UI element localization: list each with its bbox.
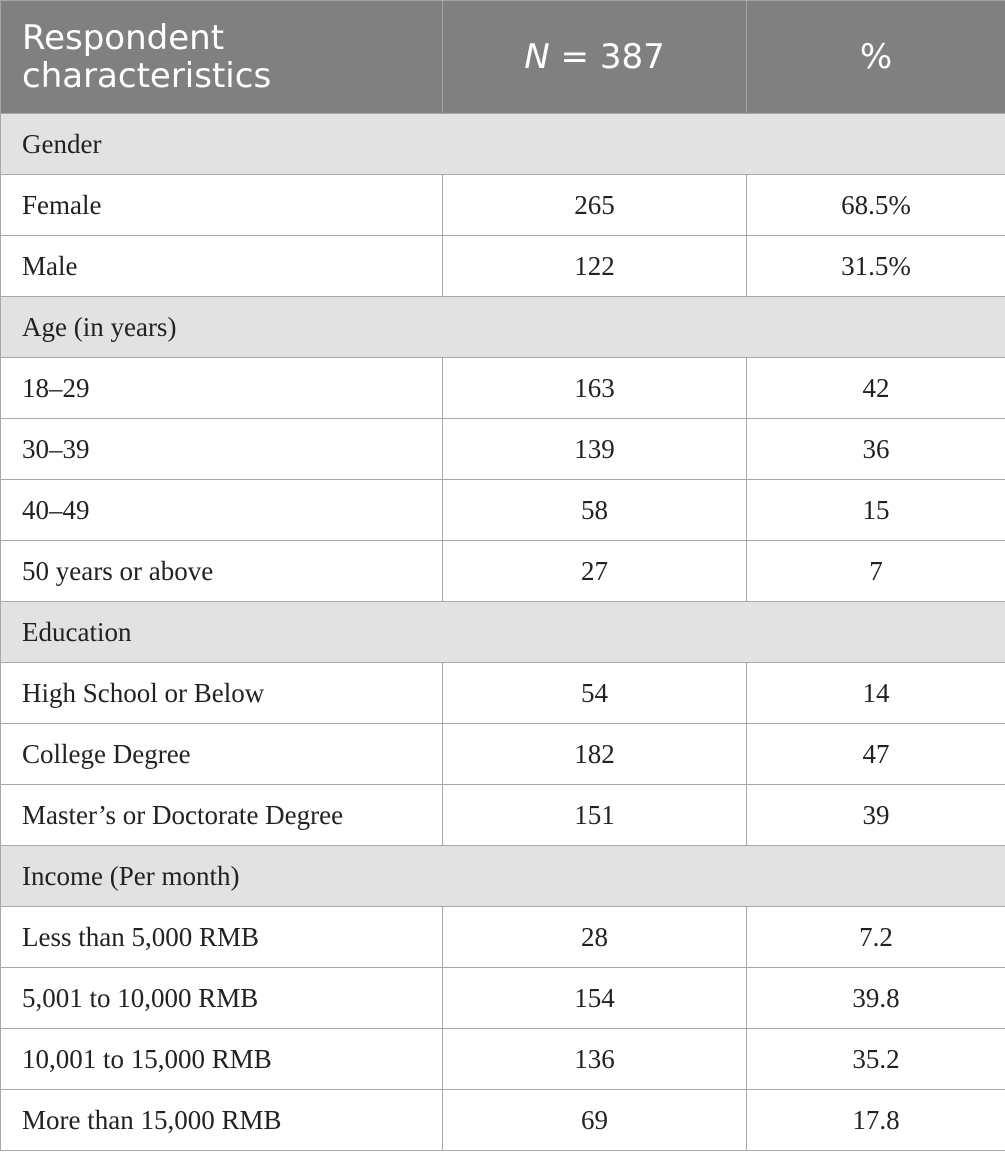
- row-label: 50 years or above: [1, 541, 443, 602]
- row-n: 182: [443, 724, 747, 785]
- row-percent: 35.2: [747, 1029, 1005, 1090]
- row-n: 265: [443, 175, 747, 236]
- section-row-age: [1, 297, 1005, 358]
- row-percent: 47: [747, 724, 1005, 785]
- row-percent: 15: [747, 480, 1005, 541]
- table-row: [1, 724, 1005, 785]
- row-label: 18–29: [1, 358, 443, 419]
- section-title: Age (in years): [1, 297, 1005, 358]
- table-row: [1, 541, 1005, 602]
- header-n-value: = 387: [549, 37, 665, 77]
- section-row-gender: [1, 114, 1005, 175]
- row-percent: 31.5%: [747, 236, 1005, 297]
- header-row: [1, 1, 1005, 114]
- row-label: Master’s or Doctorate Degree: [1, 785, 443, 846]
- row-percent: 17.8: [747, 1090, 1005, 1151]
- table-row: [1, 663, 1005, 724]
- row-label: 5,001 to 10,000 RMB: [1, 968, 443, 1029]
- row-label: 10,001 to 15,000 RMB: [1, 1029, 443, 1090]
- header-characteristics: Respondent characteristics: [1, 1, 443, 114]
- table-row: [1, 968, 1005, 1029]
- row-label: Female: [1, 175, 443, 236]
- row-percent: 7: [747, 541, 1005, 602]
- row-n: 163: [443, 358, 747, 419]
- row-n: 139: [443, 419, 747, 480]
- row-percent: 39.8: [747, 968, 1005, 1029]
- row-label: 40–49: [1, 480, 443, 541]
- section-title: Education: [1, 602, 1005, 663]
- table-row: [1, 236, 1005, 297]
- section-title: Gender: [1, 114, 1005, 175]
- row-percent: 42: [747, 358, 1005, 419]
- section-row-education: [1, 602, 1005, 663]
- table-row: [1, 907, 1005, 968]
- table-row: [1, 358, 1005, 419]
- row-n: 27: [443, 541, 747, 602]
- section-row-income: [1, 846, 1005, 907]
- table-row: [1, 1090, 1005, 1151]
- table-row: [1, 785, 1005, 846]
- table-row: [1, 1029, 1005, 1090]
- header-sample-size: [443, 1, 747, 114]
- row-n: 154: [443, 968, 747, 1029]
- row-n: 58: [443, 480, 747, 541]
- row-label: High School or Below: [1, 663, 443, 724]
- row-n: 69: [443, 1090, 747, 1151]
- row-label: College Degree: [1, 724, 443, 785]
- row-percent: 7.2: [747, 907, 1005, 968]
- section-title: Income (Per month): [1, 846, 1005, 907]
- table-row: [1, 175, 1005, 236]
- row-label: More than 15,000 RMB: [1, 1090, 443, 1151]
- row-label: 30–39: [1, 419, 443, 480]
- table-header: [1, 1, 1005, 114]
- header-n-symbol: N: [524, 37, 550, 77]
- row-percent: 36: [747, 419, 1005, 480]
- row-percent: 14: [747, 663, 1005, 724]
- row-n: 54: [443, 663, 747, 724]
- header-percent: %: [747, 1, 1005, 114]
- row-n: 122: [443, 236, 747, 297]
- table-row: [1, 480, 1005, 541]
- table-row: [1, 419, 1005, 480]
- row-n: 151: [443, 785, 747, 846]
- row-n: 28: [443, 907, 747, 968]
- row-label: Male: [1, 236, 443, 297]
- row-label: Less than 5,000 RMB: [1, 907, 443, 968]
- row-n: 136: [443, 1029, 747, 1090]
- table-body: [1, 114, 1005, 1151]
- row-percent: 39: [747, 785, 1005, 846]
- row-percent: 68.5%: [747, 175, 1005, 236]
